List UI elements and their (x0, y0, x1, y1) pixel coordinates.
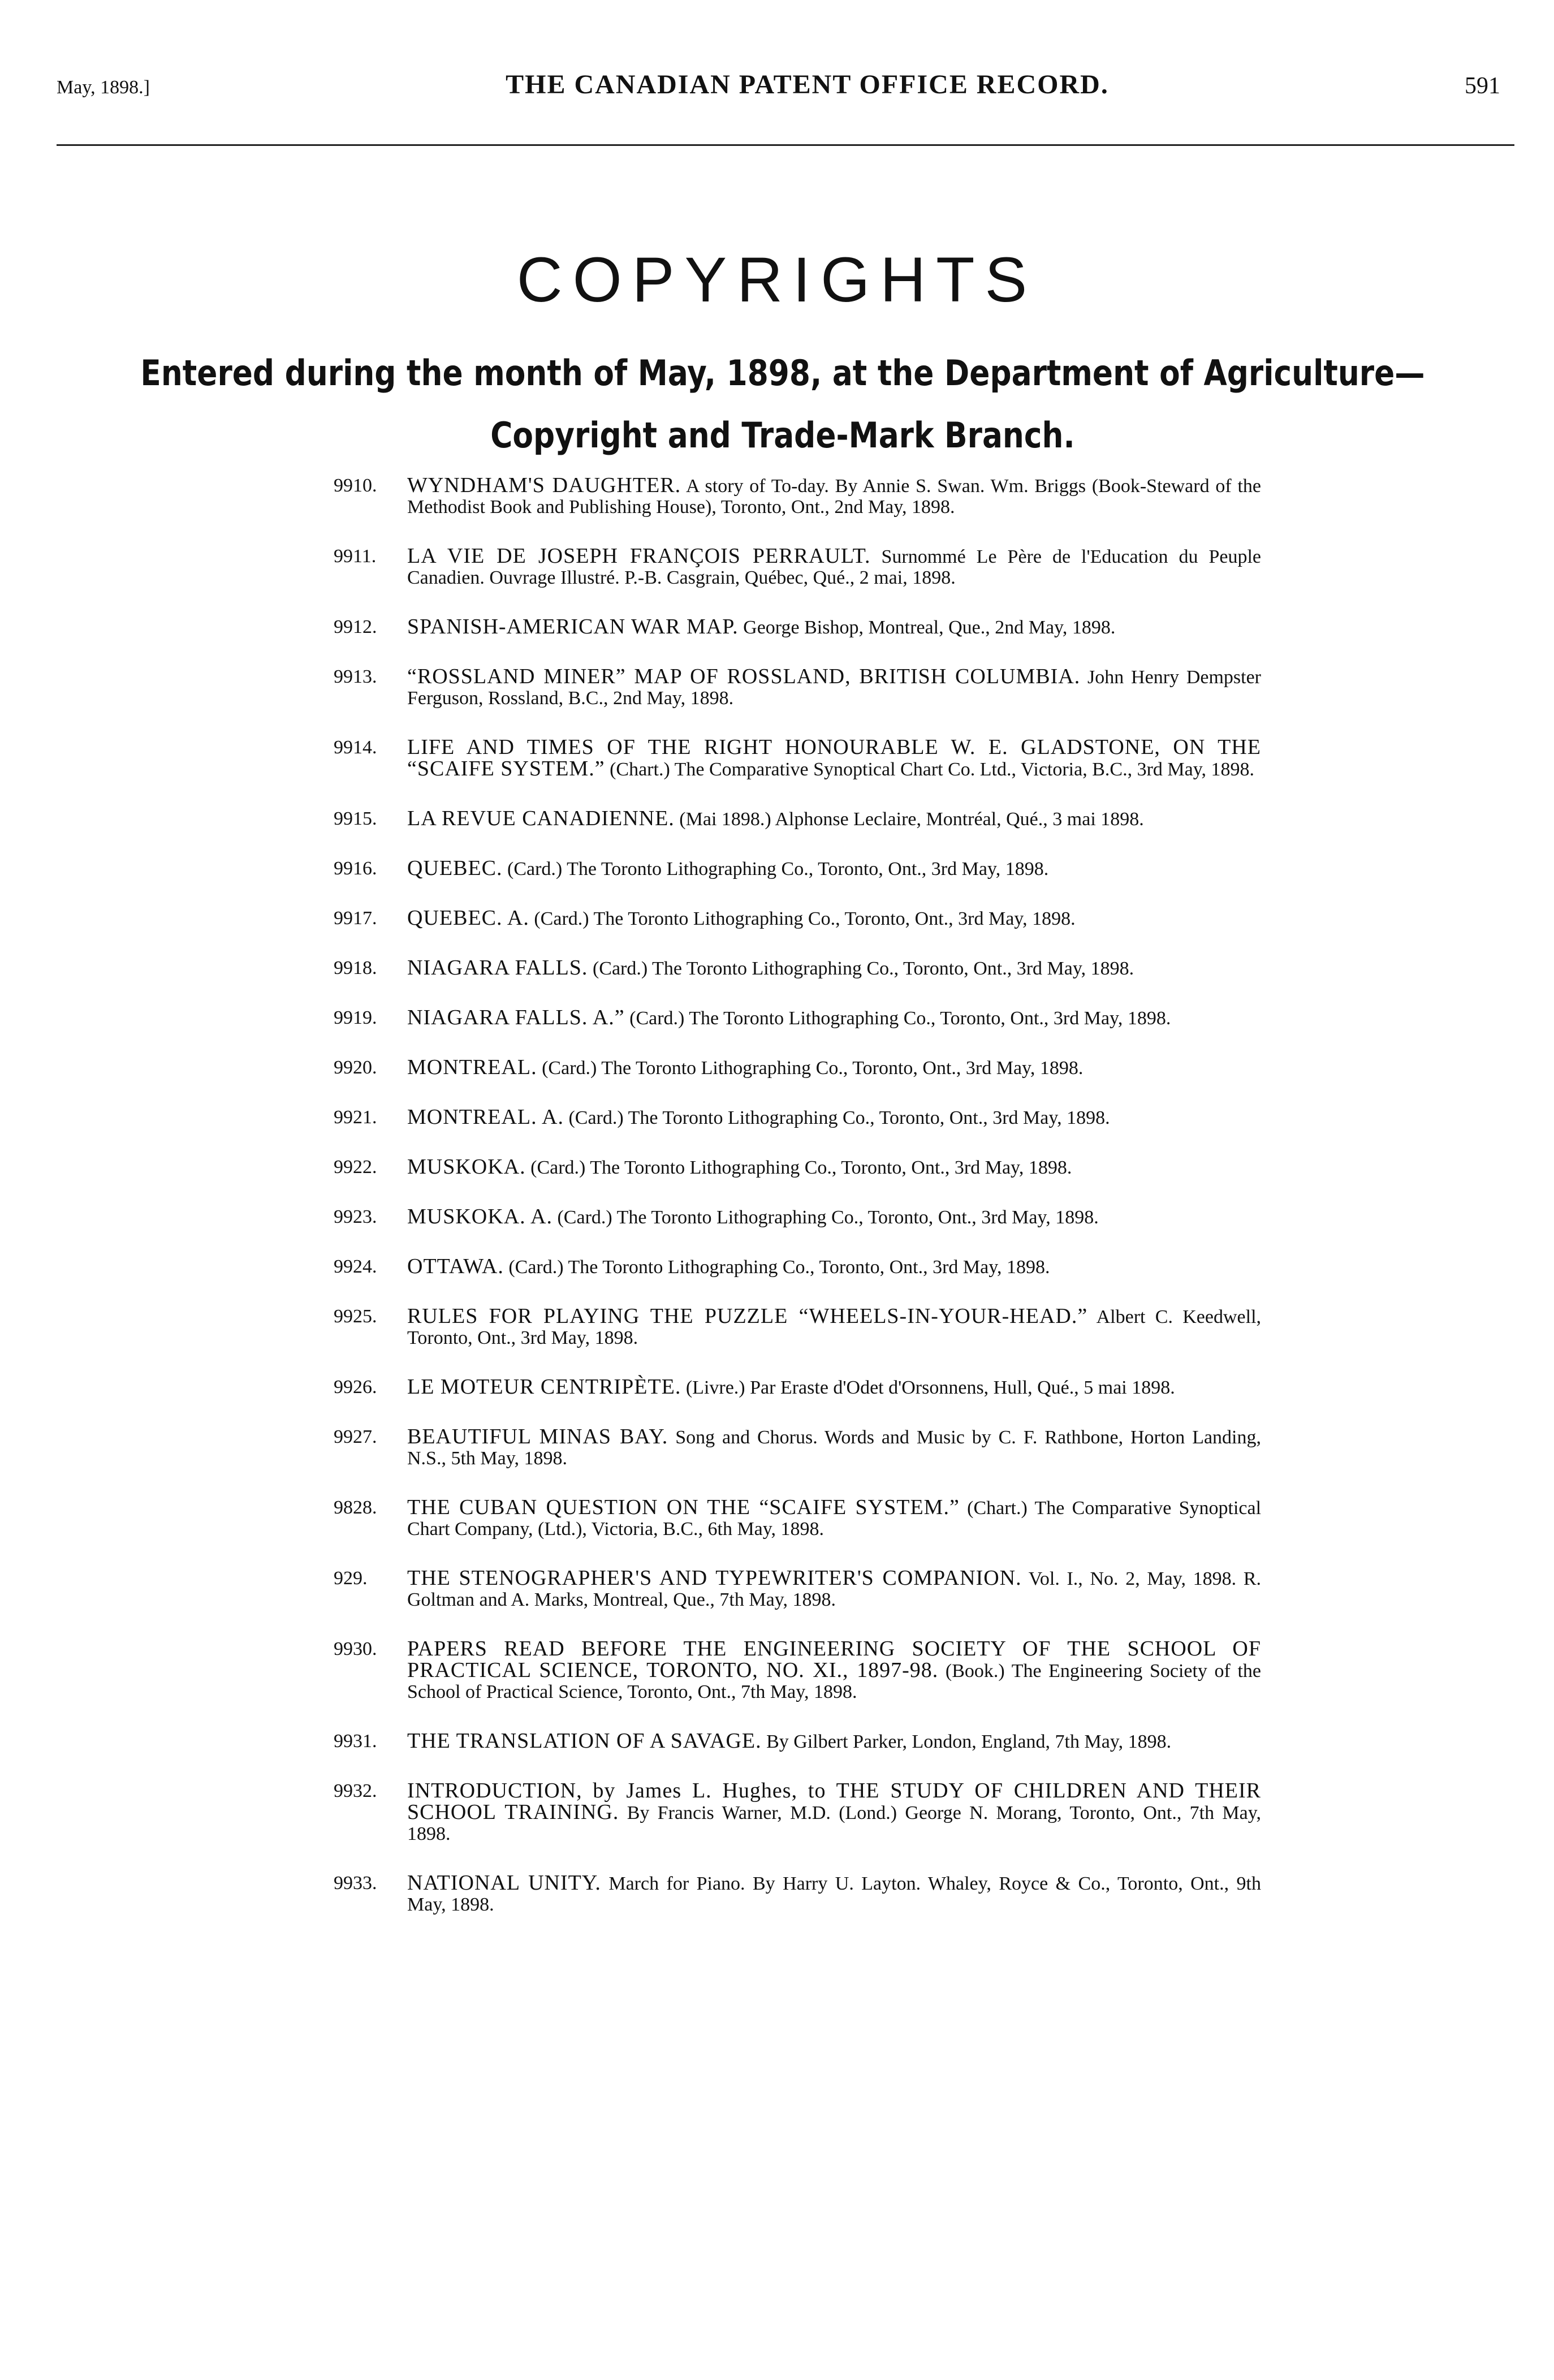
entry-title: NIAGARA FALLS. (407, 956, 588, 980)
entry-number: 9930. (334, 1639, 377, 1659)
entry-body (407, 666, 1261, 709)
entry-number: 9925. (334, 1306, 377, 1327)
entry-number: 9919. (334, 1007, 377, 1028)
entry-title: MUSKOKA. (407, 1155, 526, 1179)
entry-title: THE STENOGRAPHER'S AND TYPEWRITER'S COMPANION. (407, 1566, 1022, 1590)
page-number: 591 (1465, 73, 1500, 99)
copyright-entry (334, 908, 1261, 929)
entry-details: (Mai 1898.) Alphonse Leclaire, Montréal, Qué., 3 mai 1898. (679, 809, 1144, 830)
entry-title: MONTREAL. (407, 1055, 537, 1079)
entry-title: LE MOTEUR CENTRIPÈTE. (407, 1375, 681, 1399)
entry-body (407, 616, 1261, 638)
entry-body (407, 1639, 1261, 1702)
entry-body (407, 1157, 1261, 1178)
entry-body (407, 737, 1261, 780)
entry-title: THE CUBAN QUESTION ON THE “SCAIFE SYSTEM.” (407, 1495, 960, 1519)
entry-number: 9920. (334, 1057, 377, 1078)
entry-body (407, 546, 1261, 588)
entry-number: 9922. (334, 1157, 377, 1178)
entry-title: LIFE AND TIMES OF THE RIGHT HONOURABLE W. E. GLADSTONE, ON THE “SCAIFE SYSTEM.” (407, 735, 1261, 781)
entry-number: 9911. (334, 546, 377, 567)
entry-details: (Card.) The Toronto Lithographing Co., Toronto, Ont., 3rd May, 1898. (568, 1107, 1110, 1128)
entry-details: (Card.) The Toronto Lithographing Co., Toronto, Ont., 3rd May, 1898. (508, 1257, 1050, 1278)
entry-number: 9917. (334, 908, 377, 929)
entry-number: 9918. (334, 958, 377, 978)
entry-details: Albert C. Keedwell, Toronto, Ont., 3rd May, 1898. (407, 1307, 1262, 1348)
copyright-entry (334, 666, 1261, 709)
copyright-entry (334, 1306, 1261, 1348)
entry-body (407, 858, 1261, 879)
copyright-entry (334, 1568, 1261, 1610)
entry-details: George Bishop, Montreal, Que., 2nd May, 1898. (743, 617, 1116, 638)
copyright-entry (334, 1057, 1261, 1079)
entry-title: “ROSSLAND MINER” MAP OF ROSSLAND, BRITISH COLUMBIA. (407, 665, 1081, 688)
entry-title: LA REVUE CANADIENNE. (407, 807, 675, 830)
entry-title: RULES FOR PLAYING THE PUZZLE “WHEELS-IN-YOUR-HEAD.” (407, 1304, 1088, 1328)
entry-title: BEAUTIFUL MINAS BAY. (407, 1425, 668, 1448)
entry-number: 9933. (334, 1873, 377, 1894)
copyright-entry (334, 1426, 1261, 1469)
entry-number: 9924. (334, 1256, 377, 1277)
entry-body (407, 958, 1261, 979)
entry-details: March for Piano. By Harry U. Layton. Whaley, Royce & Co., Toronto, Ont., 9th May, 1898. (407, 1873, 1262, 1915)
entry-number: 9913. (334, 666, 377, 687)
entry-number: 9921. (334, 1107, 377, 1128)
entry-number: 9912. (334, 616, 377, 637)
copyright-entry (334, 858, 1261, 879)
copyright-entry (334, 1780, 1261, 1844)
entry-body (407, 475, 1261, 518)
entry-title: WYNDHAM'S DAUGHTER. (407, 473, 681, 497)
entry-details: Vol. I., No. 2, May, 1898. R. Goltman and A. Marks, Montreal, Que., 7th May, 1898. (407, 1568, 1261, 1610)
entry-body (407, 1057, 1261, 1079)
copyright-entry (334, 958, 1261, 979)
copyright-entry (334, 1731, 1261, 1752)
entry-details: (Chart.) The Comparative Synoptical Chart Company, (Ltd.), Victoria, B.C., 6th May, 1898. (407, 1498, 1262, 1540)
entry-details: (Card.) The Toronto Lithographing Co., Toronto, Ont., 3rd May, 1898. (592, 958, 1134, 979)
entry-title: QUEBEC. (407, 856, 503, 880)
copyright-entry (334, 546, 1261, 588)
entry-number: 9828. (334, 1497, 377, 1518)
entry-number: 9923. (334, 1206, 377, 1227)
copyright-entry (334, 1377, 1261, 1398)
entry-details: A story of To-day. By Annie S. Swan. Wm. Briggs (Book-Steward of the Methodist Book and Publishing House), Toronto, Ont., 2nd May, 1898. (407, 476, 1262, 518)
entry-number: 9915. (334, 808, 377, 829)
entry-number: 9910. (334, 475, 377, 496)
entry-body (407, 1377, 1261, 1398)
entry-title: OTTAWA. (407, 1254, 504, 1278)
copyright-entry (334, 1007, 1261, 1029)
entry-body (407, 1780, 1261, 1844)
section-subtitle (139, 342, 1426, 467)
entry-details: By Francis Warner, M.D. (Lond.) George N. Morang, Toronto, Ont., 7th May, 1898. (407, 1803, 1262, 1844)
entry-body (407, 908, 1261, 929)
copyright-entry (334, 616, 1261, 638)
entry-details: By Gilbert Parker, London, England, 7th May, 1898. (766, 1731, 1172, 1752)
header-rule (57, 144, 1514, 146)
copyright-entry (334, 737, 1261, 780)
entry-title: NIAGARA FALLS. A.” (407, 1006, 625, 1029)
entry-title: LA VIE DE JOSEPH FRANÇOIS PERRAULT. (407, 544, 871, 568)
entry-title: SPANISH-AMERICAN WAR MAP. (407, 615, 739, 639)
entry-number: 929. (334, 1568, 368, 1589)
subtitle-line-2: Copyright and Trade-Mark Branch. (490, 415, 1075, 456)
entry-body (407, 1568, 1261, 1610)
entry-details: (Card.) The Toronto Lithographing Co., Toronto, Ont., 3rd May, 1898. (507, 859, 1049, 879)
entry-details: John Henry Dempster Ferguson, Rossland, B.C., 2nd May, 1898. (407, 667, 1262, 709)
entry-title: MONTREAL. A. (407, 1105, 564, 1129)
copyright-entry (334, 1157, 1261, 1178)
entry-details: (Card.) The Toronto Lithographing Co., Toronto, Ont., 3rd May, 1898. (530, 1157, 1072, 1178)
entry-body (407, 1497, 1261, 1540)
entry-body (407, 1731, 1261, 1752)
entry-body (407, 808, 1261, 830)
entry-title: PAPERS READ BEFORE THE ENGINEERING SOCIETY OF THE SCHOOL OF PRACTICAL SCIENCE, TORONTO, NO. XI., 1897-98. (407, 1637, 1261, 1682)
issue-date: May, 1898.] (57, 77, 150, 98)
copyright-entry (334, 1256, 1261, 1278)
entry-title: INTRODUCTION, by James L. Hughes, to THE STUDY OF CHILDREN AND THEIR SCHOOL TRAINING. (407, 1779, 1261, 1824)
running-head (57, 69, 1500, 109)
copyright-entry (334, 1639, 1261, 1702)
entry-number: 9916. (334, 858, 377, 879)
entry-details: Song and Chorus. Words and Music by C. F. Rathbone, Horton Landing, N.S., 5th May, 1898. (407, 1427, 1262, 1469)
entry-details: (Card.) The Toronto Lithographing Co., Toronto, Ont., 3rd May, 1898. (542, 1058, 1084, 1079)
entry-body (407, 1306, 1261, 1348)
entry-details: Surnommé Le Père de l'Education du Peuple Canadien. Ouvrage Illustré. P.-B. Casgrain, Québec, Qué., 2 mai, 1898. (407, 546, 1261, 588)
entry-details: (Book.) The Engineering Society of the School of Practical Science, Toronto, Ont., 7th May, 1898. (407, 1661, 1262, 1702)
entry-body (407, 1256, 1261, 1278)
entry-title: THE TRANSLATION OF A SAVAGE. (407, 1729, 762, 1753)
entry-title: MUSKOKA. A. (407, 1205, 552, 1228)
copyright-entry (334, 1107, 1261, 1128)
entry-details: (Chart.) The Comparative Synoptical Chart Co. Ltd., Victoria, B.C., 3rd May, 1898. (610, 759, 1255, 780)
entry-body (407, 1873, 1261, 1915)
entry-number: 9932. (334, 1780, 377, 1801)
copyright-entry (334, 1873, 1261, 1915)
entry-body (407, 1206, 1261, 1228)
copyright-entry (334, 808, 1261, 830)
entry-details: (Livre.) Par Eraste d'Odet d'Orsonnens, Hull, Qué., 5 mai 1898. (685, 1377, 1175, 1398)
entry-body (407, 1426, 1261, 1469)
entry-title: QUEBEC. A. (407, 906, 529, 930)
entry-details: (Card.) The Toronto Lithographing Co., Toronto, Ont., 3rd May, 1898. (629, 1008, 1171, 1029)
entry-number: 9926. (334, 1377, 377, 1398)
section-title: COPYRIGHTS (516, 244, 1038, 315)
entry-number: 9914. (334, 737, 377, 758)
copyright-entries-list (334, 475, 1261, 1943)
entry-number: 9931. (334, 1731, 377, 1752)
copyright-entry (334, 1206, 1261, 1228)
publication-title: THE CANADIAN PATENT OFFICE RECORD. (506, 70, 1109, 100)
entry-details: (Card.) The Toronto Lithographing Co., Toronto, Ont., 3rd May, 1898. (534, 908, 1076, 929)
entry-body (407, 1007, 1261, 1029)
subtitle-line-1: Entered during the month of May, 1898, at the Department of Agriculture— (140, 352, 1425, 394)
copyright-entry (334, 1497, 1261, 1540)
entry-number: 9927. (334, 1426, 377, 1447)
entry-body (407, 1107, 1261, 1128)
entry-details: (Card.) The Toronto Lithographing Co., Toronto, Ont., 3rd May, 1898. (557, 1207, 1099, 1228)
copyright-entry (334, 475, 1261, 518)
entry-title: NATIONAL UNITY. (407, 1871, 601, 1895)
